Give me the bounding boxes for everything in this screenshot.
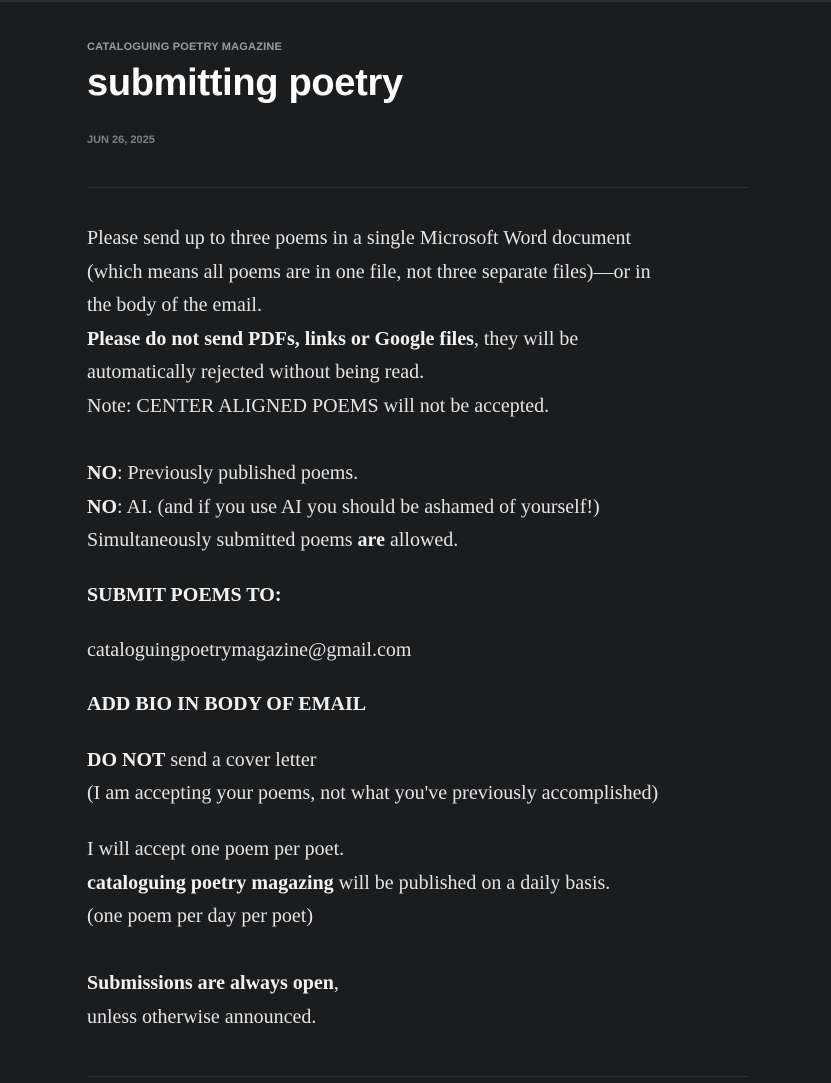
spacer (87, 424, 748, 458)
text: : Previously published poems. (117, 462, 359, 485)
email-address[interactable]: cataloguingpoetrymagazine@gmail.com (87, 638, 412, 661)
paragraph-line: automatically rejected without being read. (87, 361, 425, 384)
paragraph-line: I will accept one poem per poet. (87, 837, 345, 860)
spacer (87, 558, 748, 579)
spacer (87, 934, 748, 968)
bold-text: Submissions are always open (87, 972, 334, 995)
bold-text: Please do not send PDFs, links or Google files (87, 327, 474, 350)
paragraph-line: (which means all poems are in one file, not three separate files)—or in (87, 260, 651, 283)
post-title: submitting poetry (87, 62, 403, 104)
spacer (87, 613, 748, 634)
paragraph-line: Note: CENTER ALIGNED POEMS will not be accepted. (87, 394, 550, 417)
text: , they will be (473, 327, 579, 350)
spacer (87, 811, 748, 833)
paragraph-line: (one poem per day per poet) (87, 905, 314, 928)
text: will be published on a daily basis. (333, 871, 611, 894)
header-divider (87, 187, 748, 188)
post-date: JUN 26, 2025 (87, 134, 155, 146)
bold-text: DO NOT (87, 748, 166, 771)
top-border (0, 0, 831, 2)
paragraph-line (87, 323, 748, 357)
section-heading (87, 579, 748, 613)
text: , (333, 972, 339, 995)
paragraph-line: Please send up to three poems in a single Microsoft Word document (87, 227, 632, 249)
bold-text: NO (87, 462, 117, 485)
bold-text: NO (87, 495, 117, 518)
bold-text: are (357, 529, 385, 552)
publication-name[interactable]: CATALOGUING POETRY MAGAZINE (87, 41, 283, 53)
post-body (87, 222, 748, 1034)
text: : AI. (and if you use AI you should be ashamed of yourself!) (117, 495, 600, 518)
spacer (87, 667, 748, 688)
spacer (87, 722, 748, 744)
bold-text: SUBMIT POEMS TO: (87, 583, 282, 606)
paragraph-line (87, 744, 748, 778)
paragraph-line: unless otherwise announced. (87, 1005, 317, 1028)
footer-divider (87, 1076, 748, 1077)
paragraph-line (87, 457, 748, 491)
paragraph-line (87, 524, 748, 558)
text: Simultaneously submitted poems (87, 529, 358, 552)
bold-text: ADD BIO IN BODY OF EMAIL (87, 693, 367, 716)
text: send a cover letter (165, 748, 317, 771)
paragraph-line: the body of the email. (87, 294, 262, 317)
section-heading (87, 688, 748, 722)
paragraph-line: (I am accepting your poems, not what you've previously accomplished) (87, 782, 659, 805)
bold-text: cataloguing poetry magazing (87, 871, 334, 894)
text: allowed. (384, 529, 459, 552)
paragraph-line (87, 491, 748, 525)
paragraph-line (87, 967, 748, 1001)
paragraph-line (87, 867, 748, 901)
